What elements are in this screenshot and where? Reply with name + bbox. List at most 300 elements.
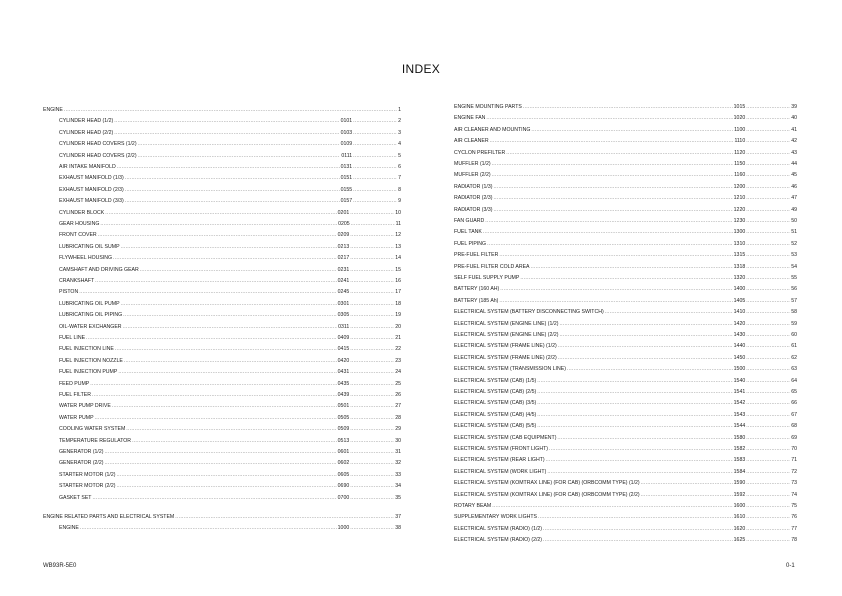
entry-title: RADIATOR (2/3) xyxy=(454,195,493,202)
index-entry xyxy=(43,107,401,114)
dot-leader xyxy=(746,412,790,419)
entry-page: 39 xyxy=(791,104,797,110)
dot-leader xyxy=(520,275,732,282)
dot-leader xyxy=(746,526,790,533)
entry-title: FUEL INJECTION LINE xyxy=(59,346,114,353)
entry-code: 1590 xyxy=(733,480,746,487)
dot-leader xyxy=(353,198,397,205)
dot-leader xyxy=(746,537,790,544)
dot-leader xyxy=(92,495,336,502)
entry-page: 2 xyxy=(398,118,401,125)
entry-code: 0157 xyxy=(340,198,353,205)
dot-leader xyxy=(175,514,394,521)
dot-leader xyxy=(79,289,336,296)
dot-leader xyxy=(485,218,732,225)
dot-leader xyxy=(350,289,394,296)
dot-leader xyxy=(506,150,733,157)
dot-leader xyxy=(350,403,394,410)
index-entry xyxy=(59,175,401,182)
index-entry xyxy=(454,343,797,350)
index-entry xyxy=(454,332,797,339)
dot-leader xyxy=(350,483,394,490)
entry-code: 0109 xyxy=(340,141,353,148)
index-entry xyxy=(454,309,797,316)
dot-leader xyxy=(493,195,732,202)
dot-leader xyxy=(746,229,790,236)
dot-leader xyxy=(746,252,790,259)
entry-page: 30 xyxy=(395,437,401,444)
index-entry xyxy=(454,457,797,464)
dot-leader xyxy=(353,175,397,182)
entry-title: AIR INTAKE MANIFOLD xyxy=(59,164,116,170)
entry-title: LUBRICATING OIL SUMP xyxy=(59,243,120,250)
entry-title: ELECTRICAL SYSTEM (REAR LIGHT) xyxy=(454,457,545,464)
entry-page: 35 xyxy=(395,494,401,501)
entry-page: 61 xyxy=(791,343,797,350)
dot-leader xyxy=(126,426,336,433)
entry-title: TEMPERATURE REGULATOR xyxy=(59,437,132,444)
entry-code: 0501 xyxy=(337,403,350,410)
entry-title: LUBRICATING OIL PIPING xyxy=(59,312,123,319)
entry-title: CYLINDER BLOCK xyxy=(59,209,105,216)
dot-leader xyxy=(746,457,790,464)
dot-leader xyxy=(353,153,397,160)
entry-code: 0241 xyxy=(337,278,350,284)
entry-title: ELECTRICAL SYSTEM (CAB) (3/5) xyxy=(454,400,537,407)
dot-leader xyxy=(746,184,790,191)
entry-page: 14 xyxy=(395,255,401,262)
entry-title: FUEL LINE xyxy=(59,335,86,341)
dot-leader xyxy=(132,438,337,445)
entry-code: 1160 xyxy=(734,172,746,179)
dot-leader xyxy=(605,309,733,316)
index-entry xyxy=(59,278,401,285)
index-entry xyxy=(59,164,401,171)
dot-leader xyxy=(125,175,340,182)
entry-title: GENERATOR (2/2) xyxy=(59,460,104,467)
dot-leader xyxy=(353,130,397,137)
entry-title: ELECTRICAL SYSTEM (RADIO) (1/2) xyxy=(454,525,543,532)
dot-leader xyxy=(746,286,790,293)
dot-leader xyxy=(350,346,394,353)
entry-page: 3 xyxy=(398,129,401,136)
entry-title: ELECTRICAL SYSTEM (FRONT LIGHT) xyxy=(454,446,548,452)
entry-page: 27 xyxy=(395,403,401,410)
index-entry xyxy=(454,115,797,122)
entry-title: CYLINDER HEAD (1/2) xyxy=(59,118,114,125)
index-entry xyxy=(454,138,797,145)
entry-title: ELECTRICAL SYSTEM (CAB) (4/5) xyxy=(454,411,537,418)
entry-page: 40 xyxy=(791,115,797,122)
entry-page: 1 xyxy=(398,107,401,113)
entry-code: 0217 xyxy=(337,255,350,262)
dot-leader xyxy=(123,324,338,331)
dot-leader xyxy=(353,141,397,148)
dot-leader xyxy=(105,449,337,456)
dot-leader xyxy=(746,378,790,385)
entry-title: ELECTRICAL SYSTEM (TRANSMISSION LINE) xyxy=(454,366,566,373)
entry-page: 53 xyxy=(791,252,797,259)
dot-leader xyxy=(486,115,732,122)
entry-page: 62 xyxy=(791,354,797,361)
dot-leader xyxy=(350,472,394,479)
dot-leader xyxy=(746,275,790,282)
page-title: INDEX xyxy=(401,62,441,76)
index-entry xyxy=(59,495,401,502)
dot-leader xyxy=(487,241,733,248)
dot-leader xyxy=(746,207,790,214)
index-entry xyxy=(454,423,797,430)
entry-code: 1410 xyxy=(733,309,746,316)
entry-code: 1592 xyxy=(733,491,746,498)
entry-title: GASKET SET xyxy=(59,494,92,501)
entry-title: ELECTRICAL SYSTEM (KOMTRAX LINE) (FOR CAB) (ORBCOMM TYPE) (2/2) xyxy=(454,491,640,498)
index-entry xyxy=(454,275,797,282)
entry-title: SUPPLEMENTARY WORK LIGHTS xyxy=(454,514,538,521)
entry-title: EXHAUST MANIFOLD (2/3) xyxy=(59,186,124,193)
dot-leader xyxy=(350,244,394,251)
dot-leader xyxy=(124,358,337,365)
dot-leader xyxy=(559,332,732,339)
entry-page: 54 xyxy=(791,263,797,270)
entry-page: 20 xyxy=(395,323,401,330)
entry-title: ELECTRICAL SYSTEM (WORK LIGHT) xyxy=(454,468,547,475)
index-entry xyxy=(59,153,401,160)
entry-code: 0231 xyxy=(337,266,350,273)
index-entry xyxy=(59,232,401,239)
entry-code: 0201 xyxy=(337,209,350,216)
dot-leader xyxy=(746,172,790,179)
entry-code: 1405 xyxy=(733,297,746,304)
dot-leader xyxy=(125,187,340,194)
index-entry xyxy=(59,392,401,399)
entry-code: 0431 xyxy=(337,369,350,376)
entry-title: ELECTRICAL SYSTEM (CAB) (5/5) xyxy=(454,423,537,430)
entry-code: 0439 xyxy=(337,392,350,398)
entry-title: WATER PUMP DRIVE xyxy=(59,403,111,410)
dot-leader xyxy=(105,210,336,217)
entry-page: 10 xyxy=(395,209,401,216)
entry-code: 0435 xyxy=(337,380,350,387)
dot-leader xyxy=(746,400,790,407)
entry-title: ELECTRICAL SYSTEM (ENGINE LINE) (2/2) xyxy=(454,332,559,338)
entry-page: 29 xyxy=(395,426,401,433)
index-entry xyxy=(59,130,401,137)
entry-code: 0245 xyxy=(337,289,350,296)
dot-leader xyxy=(746,218,790,225)
entry-code: 1583 xyxy=(733,457,746,464)
dot-leader xyxy=(746,264,790,271)
entry-code: 1100 xyxy=(734,126,746,133)
entry-title: EXHAUST MANIFOLD (1/3) xyxy=(59,175,124,182)
dot-leader xyxy=(493,184,732,191)
dot-leader xyxy=(138,153,341,160)
dot-leader xyxy=(350,460,394,467)
entry-page: 46 xyxy=(791,183,797,190)
index-entry xyxy=(59,187,401,194)
dot-leader xyxy=(746,104,790,111)
entry-code: 0103 xyxy=(340,129,353,136)
entry-title: BATTERY (160 AH) xyxy=(454,286,500,293)
entry-title: ELECTRICAL SYSTEM (FRAME LINE) (2/2) xyxy=(454,354,557,361)
index-entry xyxy=(59,460,401,467)
dot-leader xyxy=(350,495,394,502)
dot-leader xyxy=(105,460,337,467)
entry-page: 33 xyxy=(395,471,401,478)
entry-title: ELECTRICAL SYSTEM (CAB) (2/5) xyxy=(454,389,537,395)
entry-title: FUEL INJECTION NOZZLE xyxy=(59,357,123,364)
entry-page: 9 xyxy=(398,198,401,205)
dot-leader xyxy=(350,369,394,376)
entry-title: ELECTRICAL SYSTEM (ENGINE LINE) (1/2) xyxy=(454,320,559,327)
entry-title: FEED PUMP xyxy=(59,380,90,387)
entry-code: 0205 xyxy=(338,221,350,227)
dot-leader xyxy=(538,514,733,521)
dot-leader xyxy=(499,252,732,259)
dot-leader xyxy=(746,503,790,510)
entry-page: 25 xyxy=(395,380,401,387)
dot-leader xyxy=(113,255,337,262)
entry-code: 0111 xyxy=(341,152,353,159)
entry-page: 72 xyxy=(791,468,797,475)
entry-title: ENGINE MOUNTING PARTS xyxy=(454,104,522,110)
index-entry xyxy=(59,324,401,331)
dot-leader xyxy=(121,301,337,308)
entry-page: 34 xyxy=(395,483,401,490)
index-entry xyxy=(59,301,401,308)
entry-title: BATTERY (185 Ah) xyxy=(454,297,499,304)
dot-leader xyxy=(746,389,790,396)
index-entry xyxy=(454,161,797,168)
index-entry xyxy=(454,503,797,510)
index-entry xyxy=(454,252,797,259)
dot-leader xyxy=(746,321,790,328)
entry-title: STARTER MOTOR (2/2) xyxy=(59,483,116,490)
entry-code: 0415 xyxy=(337,346,350,353)
index-entry xyxy=(59,255,401,262)
entry-page: 50 xyxy=(791,218,797,224)
entry-title: FRONT COVER xyxy=(59,232,97,239)
entry-code: 1400 xyxy=(733,286,746,293)
entry-page: 7 xyxy=(398,175,401,182)
index-entry xyxy=(454,355,797,362)
dot-leader xyxy=(350,278,394,285)
dot-leader xyxy=(557,435,732,442)
entry-code: 1582 xyxy=(733,446,746,452)
entry-page: 51 xyxy=(791,229,797,236)
entry-page: 69 xyxy=(791,434,797,441)
entry-page: 59 xyxy=(791,320,797,327)
dot-leader xyxy=(350,438,394,445)
entry-code: 1110 xyxy=(734,138,746,145)
dot-leader xyxy=(537,423,732,430)
dot-leader xyxy=(559,321,732,328)
entry-page: 52 xyxy=(791,240,797,247)
index-entry xyxy=(454,229,797,236)
dot-leader xyxy=(746,309,790,316)
index-entry xyxy=(59,312,401,319)
entry-title: FUEL FILTER xyxy=(59,392,91,398)
index-entry xyxy=(59,483,401,490)
index-entry xyxy=(454,366,797,373)
entry-page: 28 xyxy=(395,414,401,421)
dot-leader xyxy=(350,426,394,433)
dot-leader xyxy=(117,472,337,479)
entry-code: 1310 xyxy=(733,240,746,247)
index-entry xyxy=(454,480,797,487)
entry-title: CYCLON PREFILTER xyxy=(454,149,506,156)
dot-leader xyxy=(121,244,337,251)
dot-leader xyxy=(114,118,339,125)
entry-page: 41 xyxy=(791,126,797,133)
entry-page: 45 xyxy=(791,172,797,179)
dot-leader xyxy=(350,381,394,388)
entry-page: 70 xyxy=(791,446,797,452)
index-entry xyxy=(59,267,401,274)
dot-leader xyxy=(90,381,336,388)
dot-leader xyxy=(95,415,337,422)
dot-leader xyxy=(746,195,790,202)
dot-leader xyxy=(549,446,733,453)
dot-leader xyxy=(123,312,337,319)
dot-leader xyxy=(523,104,733,111)
dot-leader xyxy=(350,392,394,399)
entry-page: 18 xyxy=(395,300,401,307)
entry-code: 1430 xyxy=(733,332,746,338)
entry-page: 4 xyxy=(398,141,401,148)
entry-page: 47 xyxy=(791,195,797,202)
entry-code: 0601 xyxy=(337,449,350,455)
index-entry xyxy=(59,244,401,251)
index-entry xyxy=(59,449,401,456)
entry-page: 75 xyxy=(791,503,797,509)
entry-page: 37 xyxy=(395,514,401,520)
index-entry xyxy=(59,358,401,365)
entry-code: 0605 xyxy=(337,471,350,478)
dot-leader xyxy=(746,150,790,157)
entry-title: ELECTRICAL SYSTEM (FRAME LINE) (1/2) xyxy=(454,343,557,350)
entry-code: 1541 xyxy=(733,389,746,395)
index-entry xyxy=(59,289,401,296)
entry-code: 1450 xyxy=(733,354,746,361)
dot-leader xyxy=(98,232,337,239)
dot-leader xyxy=(537,400,732,407)
entry-page: 12 xyxy=(395,232,401,239)
dot-leader xyxy=(350,267,394,274)
entry-title: ROTARY BEAM xyxy=(454,503,492,509)
dot-leader xyxy=(117,164,340,171)
entry-code: 0409 xyxy=(337,335,350,341)
entry-title: ELECTRICAL SYSTEM (KOMTRAX LINE) (FOR CAB) (ORBCOMM TYPE) (1/2) xyxy=(454,480,640,487)
entry-title: ENGINE FAN xyxy=(454,115,486,122)
dot-leader xyxy=(350,525,394,532)
dot-leader xyxy=(351,221,395,228)
entry-page: 68 xyxy=(791,423,797,430)
entry-code: 1220 xyxy=(733,206,746,213)
dot-leader xyxy=(567,366,733,373)
dot-leader xyxy=(353,118,397,125)
entry-title: ELECTRICAL SYSTEM (BATTERY DISCONNECTING SWITCH) xyxy=(454,309,604,316)
entry-title: FUEL INJECTION PUMP xyxy=(59,369,118,376)
entry-code: 0101 xyxy=(340,118,353,125)
dot-leader xyxy=(547,469,732,476)
dot-leader xyxy=(746,480,790,487)
dot-leader xyxy=(746,514,790,521)
entry-page: 11 xyxy=(395,221,401,227)
entry-page: 24 xyxy=(395,369,401,376)
dot-leader xyxy=(746,161,790,168)
entry-title: CYLINDER HEAD COVERS (2/2) xyxy=(59,152,137,159)
entry-code: 1610 xyxy=(733,514,746,521)
entry-title: EXHAUST MANIFOLD (3/3) xyxy=(59,198,124,205)
entry-code: 1200 xyxy=(733,183,746,190)
dot-leader xyxy=(350,415,394,422)
entry-page: 58 xyxy=(791,309,797,316)
dot-leader xyxy=(543,526,733,533)
entry-page: 23 xyxy=(395,357,401,364)
entry-page: 21 xyxy=(395,335,401,341)
entry-code: 1543 xyxy=(733,411,746,418)
entry-page: 38 xyxy=(395,525,401,532)
entry-page: 8 xyxy=(398,186,401,193)
entry-code: 1320 xyxy=(733,275,746,281)
dot-leader xyxy=(80,525,337,532)
dot-leader xyxy=(537,389,732,396)
entry-code: 1620 xyxy=(733,525,746,532)
entry-page: 6 xyxy=(398,164,401,170)
entry-code: 0155 xyxy=(340,186,353,193)
entry-title: RADIATOR (3/3) xyxy=(454,206,493,213)
dot-leader xyxy=(558,355,733,362)
entry-title: AIR CLEANER AND MOUNTING xyxy=(454,126,531,133)
entry-page: 78 xyxy=(791,537,797,544)
index-entry xyxy=(59,426,401,433)
dot-leader xyxy=(500,286,732,293)
index-entry xyxy=(454,435,797,442)
entry-code: 0505 xyxy=(337,414,350,421)
dot-leader xyxy=(114,130,339,137)
dot-leader xyxy=(140,267,337,274)
dot-leader xyxy=(492,161,733,168)
entry-page: 55 xyxy=(791,275,797,281)
dot-leader xyxy=(558,343,733,350)
index-entry xyxy=(59,381,401,388)
dot-leader xyxy=(138,141,340,148)
entry-page: 67 xyxy=(791,411,797,418)
dot-leader xyxy=(746,423,790,430)
dot-leader xyxy=(350,335,394,342)
index-entry xyxy=(59,198,401,205)
index-entry xyxy=(454,412,797,419)
entry-code: 0311 xyxy=(338,323,350,330)
index-entry xyxy=(454,526,797,533)
entry-title: ENGINE RELATED PARTS AND ELECTRICAL SYSTEM xyxy=(43,514,175,520)
index-entry xyxy=(59,335,401,342)
index-entry xyxy=(59,118,401,125)
entry-page: 32 xyxy=(395,460,401,467)
entry-code: 0213 xyxy=(337,243,350,250)
entry-code: 0151 xyxy=(340,175,353,182)
dot-leader xyxy=(546,457,733,464)
entry-code: 0420 xyxy=(337,357,350,364)
entry-title: FUEL TANK xyxy=(454,229,482,236)
entry-page: 13 xyxy=(395,243,401,250)
dot-leader xyxy=(746,343,790,350)
entry-title: FLYWHEEL HOUSING xyxy=(59,255,113,262)
dot-leader xyxy=(537,378,732,385)
index-entry xyxy=(454,207,797,214)
dot-leader xyxy=(543,537,733,544)
